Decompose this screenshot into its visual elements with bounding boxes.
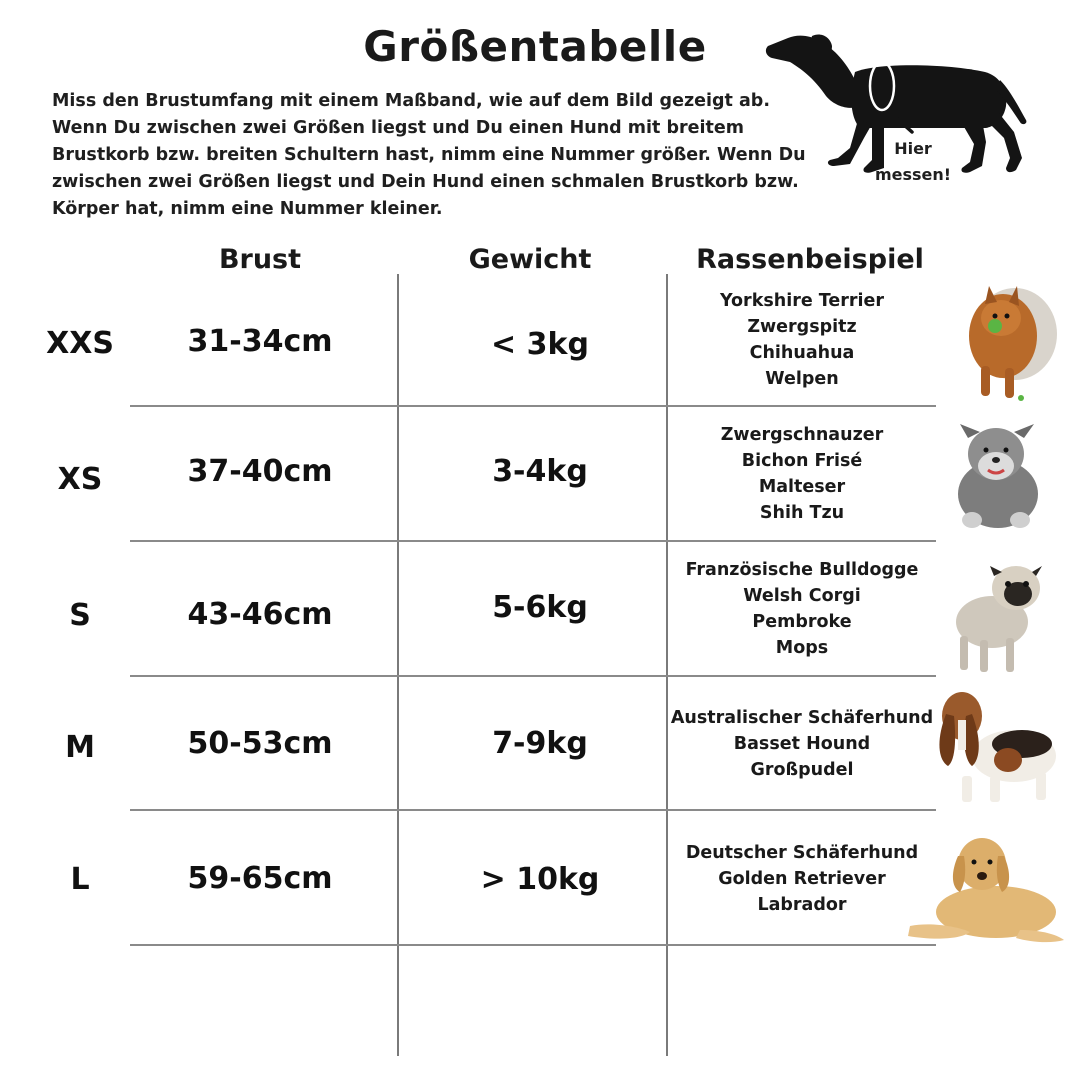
gewicht-value: < 3kg [491, 327, 589, 362]
intro-line: Brustkorb bzw. breiten Schultern hast, nimm eine Nummer größer. Wenn Du [52, 145, 806, 165]
row-divider [130, 944, 936, 946]
header-rassenbeispiel: Rassenbeispiel [696, 244, 924, 275]
breed-name: Malteser [758, 477, 846, 497]
brust-value: 43-46cm [187, 597, 333, 632]
breed-list [668, 557, 936, 661]
breed-name: Australischer Schäferhund [670, 708, 934, 728]
header-brust: Brust [218, 244, 302, 275]
row-divider [130, 675, 936, 677]
gewicht-value: 3-4kg [492, 454, 588, 489]
breed-name: Shih Tzu [759, 503, 845, 523]
intro-line: Wenn Du zwischen zwei Größen liegst und Du einen Hund mit breitem [52, 118, 744, 138]
row-divider [130, 540, 936, 542]
breed-list [668, 288, 936, 392]
row-divider [130, 405, 936, 407]
brust-value: 37-40cm [187, 454, 333, 489]
breed-name: Chihuahua [749, 343, 855, 363]
breed-name: Welsh Corgi [743, 586, 861, 606]
pomeranian-photo-icon [955, 278, 1061, 406]
breed-name: Yorkshire Terrier [719, 291, 885, 311]
basset-hound-photo-icon [932, 680, 1060, 812]
intro-line: zwischen zwei Größen liegst und Dein Hund einen schmalen Brustkorb bzw. [52, 172, 799, 192]
intro-line: Miss den Brustumfang mit einem Maßband, wie auf dem Bild gezeigt ab. [52, 91, 770, 111]
brust-value: 31-34cm [187, 324, 333, 359]
intro-text [52, 88, 812, 223]
breed-name: Mops [775, 638, 829, 658]
breed-name: Labrador [757, 895, 847, 915]
pug-photo-icon [946, 560, 1046, 676]
column-divider [397, 274, 399, 1056]
intro-line: Körper hat, nimm eine Nummer kleiner. [52, 199, 443, 219]
gewicht-value: 5-6kg [492, 590, 588, 625]
header-gewicht: Gewicht [468, 244, 592, 275]
gewicht-value: 7-9kg [492, 726, 588, 761]
breed-name: Deutscher Schäferhund [685, 843, 919, 863]
breed-name: Welpen [765, 369, 839, 389]
breed-name: Zwergschnauzer [720, 425, 884, 445]
breed-list [668, 422, 936, 526]
size-label-s: S [69, 598, 91, 633]
page-title: Größentabelle [363, 22, 707, 71]
row-divider [130, 809, 936, 811]
size-label-xs: XS [57, 462, 103, 497]
breed-name: Bichon Frisé [741, 451, 863, 471]
measure-label-line: messen! [874, 165, 952, 184]
breed-name: Basset Hound [733, 734, 871, 754]
measure-here-label [858, 136, 968, 188]
breed-list [668, 840, 936, 918]
breed-name: Französische Bulldogge [685, 560, 919, 580]
schnauzer-photo-icon [950, 410, 1046, 534]
golden-retriever-photo-icon [900, 826, 1068, 950]
size-label-xxs: XXS [46, 326, 114, 361]
breed-name: Golden Retriever [718, 869, 886, 889]
brust-value: 50-53cm [187, 726, 333, 761]
size-label-m: M [65, 730, 95, 765]
gewicht-value: > 10kg [480, 862, 600, 897]
breed-name: Großpudel [750, 760, 854, 780]
size-label-l: L [70, 862, 90, 897]
breed-name: Pembroke [752, 612, 852, 632]
breed-name: Zwergspitz [747, 317, 857, 337]
brust-value: 59-65cm [187, 861, 333, 896]
measure-label-line: Hier [894, 139, 932, 158]
breed-list [668, 705, 936, 783]
